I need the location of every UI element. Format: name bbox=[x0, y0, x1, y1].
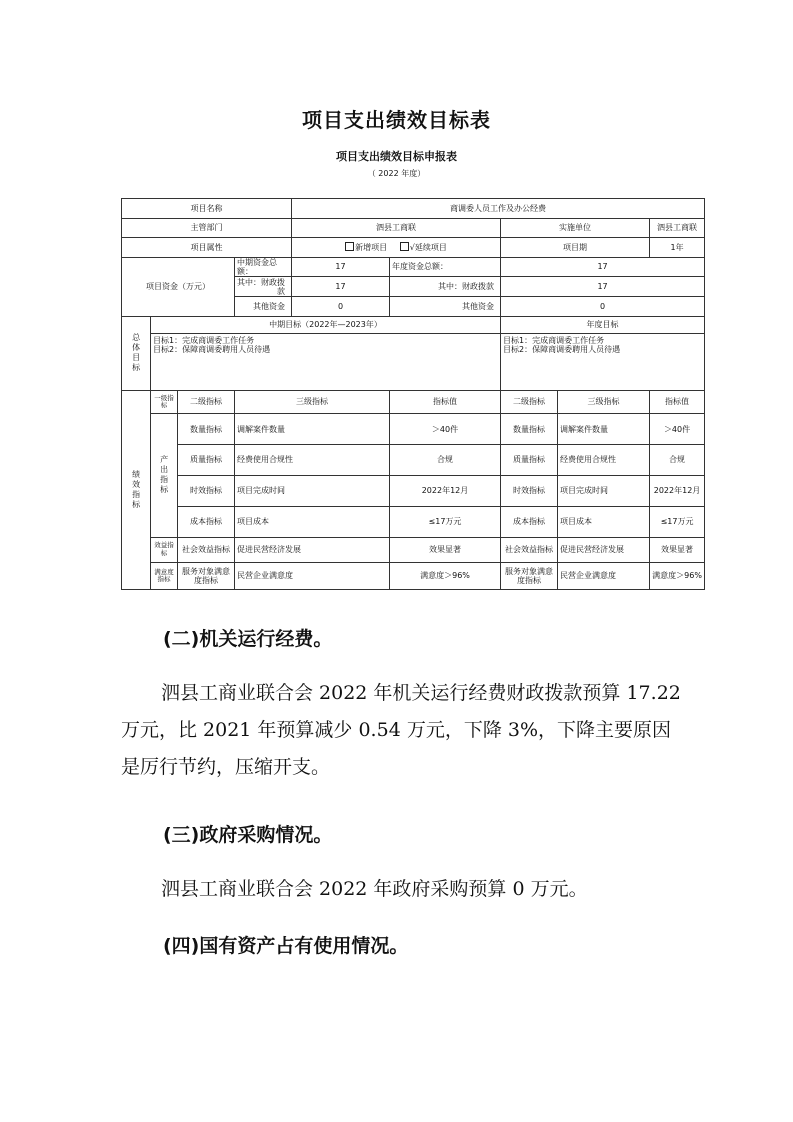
mid-other-label: 其他资金 bbox=[235, 297, 292, 317]
year-other-value: 0 bbox=[501, 297, 705, 317]
col-value-header-b: 指标值 bbox=[650, 390, 705, 414]
section3-paragraph: 泗县工商业联合会 2022 年政府采购预算 0 万元。 bbox=[161, 878, 588, 900]
new-project-checkbox bbox=[345, 242, 354, 251]
level2-cell: 数量指标 bbox=[178, 414, 235, 445]
year-fiscal-value: 17 bbox=[501, 277, 705, 297]
continued-project-label: √延续项目 bbox=[409, 243, 447, 253]
mid-goal-content bbox=[151, 334, 501, 390]
col-value-header: 指标值 bbox=[390, 390, 501, 414]
project-name-value: 商调委人员工作及办公经费 bbox=[292, 199, 705, 219]
period-label: 项目期 bbox=[501, 238, 650, 258]
level2-cell-b: 数量指标 bbox=[501, 414, 558, 445]
impl-value: 泗县工商联 bbox=[650, 218, 705, 238]
mid-other-value: 0 bbox=[292, 297, 390, 317]
table-row bbox=[122, 414, 705, 445]
mid-total-value: 17 bbox=[292, 257, 390, 277]
mid-fiscal-value: 17 bbox=[292, 277, 390, 297]
performance-indicator-label: 绩效指标 bbox=[122, 390, 151, 589]
level2-cell: 时效指标 bbox=[178, 475, 235, 506]
level2-cell: 社会效益指标 bbox=[178, 537, 235, 563]
level2-cell-b: 成本指标 bbox=[501, 506, 558, 537]
year-goal-2: 目标2：保障商调委聘用人员待遇 bbox=[503, 345, 621, 355]
table-row bbox=[122, 563, 705, 590]
benefit-indicator-label: 效益指标 bbox=[151, 537, 178, 563]
mid-fiscal-label: 其中：财政拨款 bbox=[235, 277, 292, 297]
document-title: 项目支出绩效目标表 bbox=[302, 108, 491, 132]
level3-cell: 调解案件数量 bbox=[235, 414, 390, 445]
level2-cell-b: 社会效益指标 bbox=[501, 537, 558, 563]
level3-cell-b: 经费使用合规性 bbox=[558, 445, 650, 476]
section3-heading: (三)政府采购情况。 bbox=[163, 824, 333, 846]
level2-cell-b: 服务对象满意度指标 bbox=[501, 563, 558, 590]
section2-heading: (二)机关运行经费。 bbox=[163, 628, 333, 650]
period-value: 1年 bbox=[650, 238, 705, 258]
level3-cell: 项目完成时间 bbox=[235, 475, 390, 506]
attr-options bbox=[292, 238, 501, 258]
mid-goal-2: 目标2：保障商调委聘用人员待遇 bbox=[153, 345, 271, 355]
level2-cell-b: 质量指标 bbox=[501, 445, 558, 476]
value-cell: ≤17万元 bbox=[390, 506, 501, 537]
table-row bbox=[122, 475, 705, 506]
level3-cell: 促进民营经济发展 bbox=[235, 537, 390, 563]
col-level2-header: 二级指标 bbox=[178, 390, 235, 414]
col-level3-header-b: 三级指标 bbox=[558, 390, 650, 414]
level2-cell-b: 时效指标 bbox=[501, 475, 558, 506]
year-goal-1: 目标1：完成商调委工作任务 bbox=[503, 336, 605, 346]
impl-label: 实施单位 bbox=[501, 218, 650, 238]
year-total-label: 年度资金总额： bbox=[390, 257, 501, 277]
mid-goal-header: 中期目标（2022年—2023年） bbox=[151, 316, 501, 333]
level3-cell-b: 项目成本 bbox=[558, 506, 650, 537]
overall-goal-label: 总体目标 bbox=[122, 316, 151, 390]
dept-label: 主管部门 bbox=[122, 218, 292, 238]
value-cell-b: 合规 bbox=[650, 445, 705, 476]
table-row bbox=[122, 445, 705, 476]
year-goal-content bbox=[501, 334, 705, 390]
value-cell: 满意度＞96% bbox=[390, 563, 501, 590]
table-row bbox=[122, 537, 705, 563]
year-other-label: 其他资金 bbox=[390, 297, 501, 317]
value-cell: 2022年12月 bbox=[390, 475, 501, 506]
value-cell-b: 满意度＞96% bbox=[650, 563, 705, 590]
level3-cell-b: 项目完成时间 bbox=[558, 475, 650, 506]
table-row bbox=[122, 506, 705, 537]
performance-target-table bbox=[121, 198, 705, 590]
value-cell-b: 2022年12月 bbox=[650, 475, 705, 506]
section4-heading: (四)国有资产占有使用情况。 bbox=[163, 935, 409, 957]
year-total-value: 17 bbox=[501, 257, 705, 277]
table-title: 项目支出绩效目标申报表 bbox=[336, 150, 457, 163]
level3-cell: 项目成本 bbox=[235, 506, 390, 537]
level3-cell-b: 促进民营经济发展 bbox=[558, 537, 650, 563]
value-cell: 效果显著 bbox=[390, 537, 501, 563]
value-cell-b: 效果显著 bbox=[650, 537, 705, 563]
attr-label: 项目属性 bbox=[122, 238, 292, 258]
level2-cell: 服务对象满意度指标 bbox=[178, 563, 235, 590]
satisfaction-indicator-label: 满意度指标 bbox=[151, 563, 178, 590]
year-line: （ 2022 年度） bbox=[367, 169, 426, 178]
mid-total-label: 中期资金总额： bbox=[235, 257, 292, 277]
level3-cell: 经费使用合规性 bbox=[235, 445, 390, 476]
col-level1-header: 一级指标 bbox=[151, 390, 178, 414]
year-goal-header: 年度目标 bbox=[501, 316, 705, 333]
level2-cell: 成本指标 bbox=[178, 506, 235, 537]
value-cell-b: ＞40件 bbox=[650, 414, 705, 445]
level3-cell-b: 民营企业满意度 bbox=[558, 563, 650, 590]
col-level2-header-b: 二级指标 bbox=[501, 390, 558, 414]
year-fiscal-label: 其中：财政拨款 bbox=[390, 277, 501, 297]
continued-project-checkbox bbox=[400, 242, 409, 251]
level3-cell-b: 调解案件数量 bbox=[558, 414, 650, 445]
mid-goal-1: 目标1：完成商调委工作任务 bbox=[153, 336, 255, 346]
dept-value: 泗县工商联 bbox=[292, 218, 501, 238]
level2-cell: 质量指标 bbox=[178, 445, 235, 476]
section2-paragraph: 泗县工商业联合会 2022 年机关运行经费财政拨款预算 17.22 万元，比 2021 年预算减少 0.54 万元，下降 3%，下降主要原因是厉行节约，压缩开支。 bbox=[121, 682, 681, 778]
new-project-label: 新增项目 bbox=[355, 243, 388, 253]
project-name-label: 项目名称 bbox=[122, 199, 292, 219]
output-indicator-label: 产出指标 bbox=[151, 414, 178, 537]
funds-label: 项目资金（万元） bbox=[122, 257, 235, 316]
value-cell-b: ≤17万元 bbox=[650, 506, 705, 537]
value-cell: 合规 bbox=[390, 445, 501, 476]
value-cell: ＞40件 bbox=[390, 414, 501, 445]
col-level3-header: 三级指标 bbox=[235, 390, 390, 414]
level3-cell: 民营企业满意度 bbox=[235, 563, 390, 590]
